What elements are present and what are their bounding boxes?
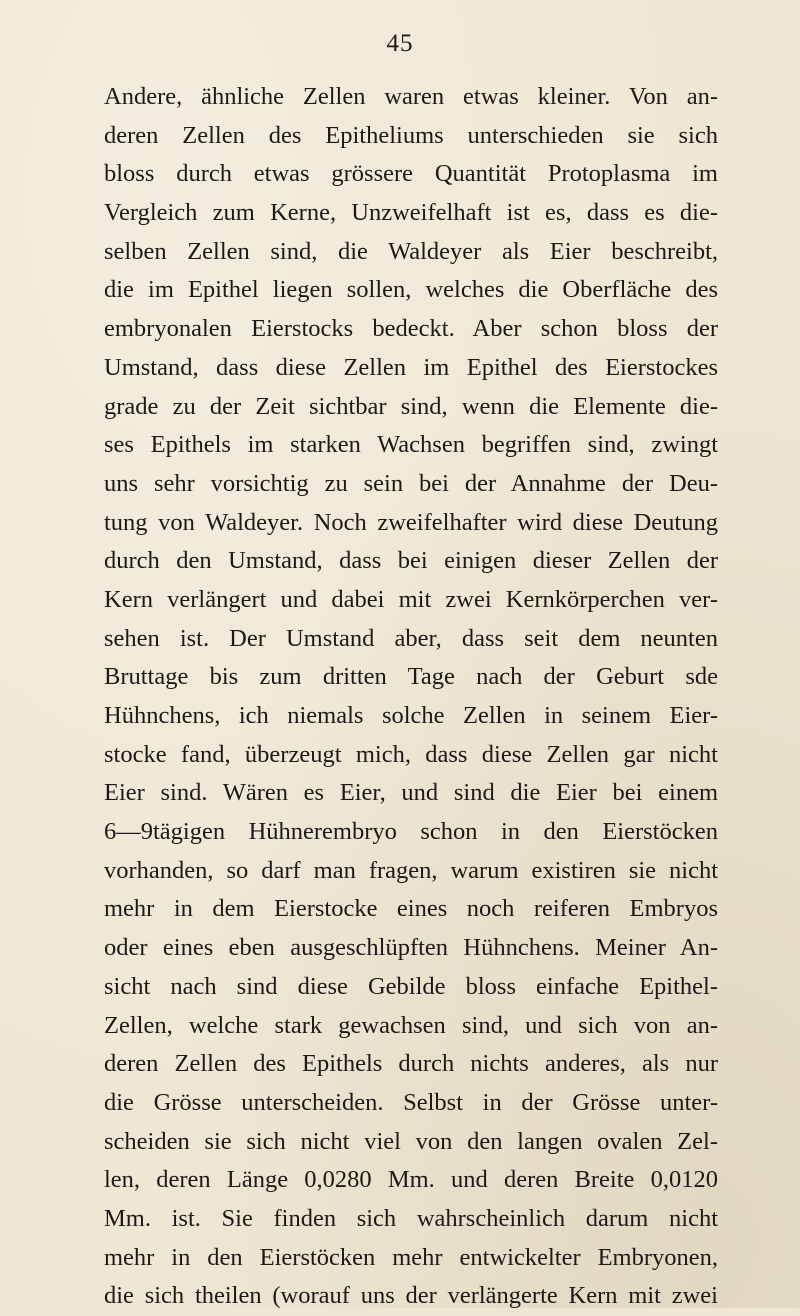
text-line: die im Epithel liegen sollen, welches die Oberfläche des xyxy=(104,276,718,304)
text-line: deren Zellen des Epithels durch nichts anderes, als nur xyxy=(104,1050,718,1078)
text-line: Hühnchens, ich niemals solche Zellen in seinem Eier- xyxy=(104,702,718,729)
text-line: selben Zellen sind, die Waldeyer als Eier beschreibt, xyxy=(104,237,718,265)
text-line: Andere, ähnliche Zellen waren etwas kleiner. Von an- xyxy=(104,83,718,110)
text-line: Vergleich zum Kerne, Unzweifelhaft ist es, dass es die- xyxy=(104,199,718,227)
text-line: stocke fand, überzeugt mich, dass diese Zellen gar nicht xyxy=(104,740,718,768)
text-line: uns sehr vorsichtig zu sein bei der Annahme der Deu- xyxy=(104,469,718,497)
text-line: die sich theilen (worauf uns der verlängerte Kern mit zwei xyxy=(104,1282,718,1310)
text-line: grade zu der Zeit sichtbar sind, wenn die Elemente die- xyxy=(104,392,718,420)
text-line: vorhanden, so darf man fragen, warum existiren sie nicht xyxy=(104,856,718,884)
text-line: oder eines eben ausgeschlüpften Hühnchens. Meiner An- xyxy=(104,934,718,962)
text-line: Eier sind. Wären es Eier, und sind die Eier bei einem xyxy=(104,779,718,807)
text-line: Kern verlängert und dabei mit zwei Kernkörperchen ver- xyxy=(104,585,718,613)
text-line: durch den Umstand, dass bei einigen dieser Zellen der xyxy=(104,547,718,575)
text-line: Umstand, dass diese Zellen im Epithel des Eierstockes xyxy=(104,353,718,381)
text-line: ses Epithels im starken Wachsen begriffen sind, zwingt xyxy=(104,431,718,459)
text-line: die Grösse unterscheiden. Selbst in der Grösse unter- xyxy=(104,1088,718,1116)
text-line: sicht nach sind diese Gebilde bloss einfache Epithel- xyxy=(104,972,718,1000)
text-line: sehen ist. Der Umstand aber, dass seit dem neunten xyxy=(104,624,718,652)
text-line: Bruttage bis zum dritten Tage nach der Geburt sde xyxy=(104,663,718,691)
page-number: 45 xyxy=(386,30,414,57)
text-line: Mm. ist. Sie finden sich wahrscheinlich darum nicht xyxy=(104,1204,718,1232)
text-line: tung von Waldeyer. Noch zweifelhafter wird diese Deutung xyxy=(104,508,718,536)
text-line: mehr in den Eierstöcken mehr entwickelter Embryonen, xyxy=(104,1243,718,1271)
text-line: deren Zellen des Epitheliums unterschieden sie sich xyxy=(104,121,718,149)
text-line: scheiden sie sich nicht viel von den langen ovalen Zel- xyxy=(104,1127,718,1155)
text-line: 6—9tägigen Hühnerembryo schon in den Eierstöcken xyxy=(104,818,718,846)
body-text xyxy=(104,78,718,1316)
text-line: Zellen, welche stark gewachsen sind, und sich von an- xyxy=(104,1011,718,1039)
text-line: embryonalen Eierstocks bedeckt. Aber schon bloss der xyxy=(104,315,718,343)
text-line: mehr in dem Eierstocke eines noch reiferen Embryos xyxy=(104,895,718,923)
text-line: len, deren Länge 0,0280 Mm. und deren Breite 0,0120 xyxy=(104,1166,718,1194)
text-line: bloss durch etwas grössere Quantität Protoplasma im xyxy=(104,160,718,188)
